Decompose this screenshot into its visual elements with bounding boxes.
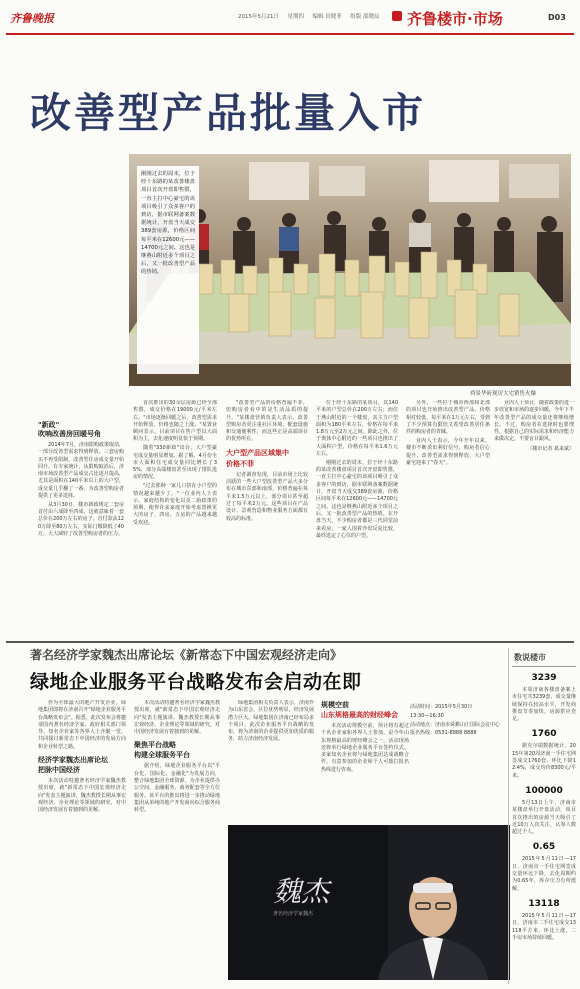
stat-text: 5月13日上午，济南市某楼盘举行开盘活动，项目首次推出的房源当天吸引了近10万人次关注，认筹人数超过千人。 <box>512 799 576 836</box>
stat-text: 2015年5月11日—17日，济南市二手住宅成交13118平方米，环比上涨，二手房市场持续回暖。 <box>512 912 576 941</box>
subhead-weijie: 经济学家魏杰出席论坛 <box>38 756 108 765</box>
stat-number: 3239 <box>531 673 557 683</box>
story1-col-3 <box>226 400 308 636</box>
story3-col-3 <box>228 700 314 820</box>
body-paragraph: 记者调查发现，目前市场上比较活跃的一些大户型改善型产品大多分布在城市东部和南部，价格普遍在每平米1.5万元以上，部分项目甚至超过了每平米2万元。这些项目在产品设计、景观营造和物业服务方面都有较高的标准。 <box>226 471 308 522</box>
paper-logo: 齐鲁晚报 <box>10 12 54 25</box>
headline-main: 改善型产品批量入市 <box>30 89 426 137</box>
stat-text: 据克尔瑞数据统计，2015年第20周济南一手住宅网签成交1760套，环比下降12.4%，成交均价8300元/平米。 <box>512 743 576 779</box>
body-paragraph: 本次活动特邀著名经济学家魏杰教授出席，就"新常态下中国宏观经济走向"发表主题演讲。魏杰教授长期从事宏观经济、企业理论等领域的研究，对中国经济发展有着独到的见解。 <box>134 700 220 736</box>
header-rule <box>6 33 574 35</box>
header-meta <box>238 12 380 20</box>
sidebar-divider <box>508 648 509 984</box>
photo-caption: 舜景华府现房大宅销售火爆 <box>470 391 537 397</box>
body-paragraph: 本次活动特邀著名经济学家魏杰教授出席，就"新常态下中国宏观经济走向"发表主题演讲。魏杰教授长期从事宏观经济、企业理论等领域的研究，对中国经济发展有着独到的见解。 <box>38 778 126 814</box>
body-paragraph: 位于经十东路的某项目，其140平米的户型总价在200万左右；而位于燕山附近的一个楼盘，其主力户型面积为180平米左右，价格在每平米1.8万元至2万元之间。除此之外，位于奥体中心附近的一些项目也推出了大面积户型，价格在每平米1.6万元左右。 <box>316 400 398 458</box>
body-paragraph: 从3月30日，楼市新政规定二套房首付由六成降至四成，这就意味着一套总价在200万左右的房子，首付款从120万降至80万左右，实际门槛降低了40万，大大减轻了改善型购房者的压力。 <box>38 501 124 538</box>
subhead-summit: 山东规格最高的财经峰会 <box>321 711 398 719</box>
body-paragraph: "改善型产品的价格普遍不菲，但购房者看中的是生活品质的提升。"某楼盘营销负责人表示，改善型购房者更注重社区环境、配套设施和交通便利性，而这些正是高端项目的优势所在。 <box>226 400 308 443</box>
header-weekday: 星期四 <box>287 14 305 20</box>
story1-col-2 <box>133 400 217 636</box>
sidebar <box>512 648 576 984</box>
subhead-large-units-2: 价格不菲 <box>226 459 254 468</box>
header-editor: 编辑 田晓菲 <box>312 14 342 20</box>
promo-calligraphy: 魏杰 <box>273 875 330 908</box>
event-time: 13:30—16:30 <box>410 712 444 719</box>
story1-col-1 <box>38 400 124 636</box>
byline: （楼市记者 葛来斌） <box>527 445 574 452</box>
subhead-economy: 把脉中国经济 <box>38 766 80 775</box>
story3-col-1 <box>38 700 126 985</box>
body-paragraph: 作为全球最大的地产开发企业，绿地集团即将在济南召开"绿地企业服务平台战略发布会"。据悉，此次发布会将邀请国内著名经济学家、政府相关部门领导、知名企业家等各界人士齐聚一堂，共同探讨新常态下中国经济的发展方向和企业转型之路。 <box>38 700 126 750</box>
story3-headline: 绿地企业服务平台战略发布会启动在即 <box>30 671 362 693</box>
story1-col-6 <box>494 400 574 636</box>
subhead-platform: 聚焦平台战略 <box>134 741 176 750</box>
section-title: 齐鲁楼市·市场 <box>407 10 503 28</box>
stat-number: 100000 <box>525 785 563 796</box>
body-paragraph: 刚刚过去的周末，位于经十东路的某改善楼盘项目首次开盘即售罄，一直主打中心豪宅的该项目吸引了众多客户的到访，据市联网备案数据统计，开盘当天成交389套房源，价格区间每平米在12600元——14700元之间。这也是继燕山附近多个项目之后，又一批改善型产品的热销。在开盘当天，不少购房者都是三代同堂前来看房，一家人围着沙盘反复比较，最终选定了心仪的户型。 <box>316 459 398 539</box>
body-paragraph: "过去那种一家几口挤在小户型的情况越来越少了。"一位业内人士表示，家庭结构的变化以及二胎政策的预期，使得许多家庭开始考虑置换更大的房子，四房、五房的产品越来越受欢迎。 <box>133 483 217 526</box>
story3-col-4 <box>321 700 409 820</box>
body-paragraph: 随着"330新政"出台，大户型豪宅成交量明显增加。据了解，4月份全市大面积住宅成交量同比增长了35%，部分高端楼盘甚至出现了排队选房的情况。 <box>133 445 217 481</box>
story3-kicker: 著名经济学家魏杰出席论坛《新常态下中国宏观经济走向》 <box>30 648 343 662</box>
sidebar-stats <box>512 673 576 942</box>
story1-col-4 <box>316 400 398 636</box>
event-info <box>410 700 502 820</box>
page-number: D03 <box>548 13 566 22</box>
body-paragraph: 业内人士预计，随着政策的进一步放宽和市场的逐步回暖，今年下半年改善型产品的成交量还将继续增长。不过，购房者在选择时也要理性，根据自己的实际需求和经济能力来做决定，不要盲目跟风。 <box>494 400 574 443</box>
event-hotline: 报名热线：0531-8888 8888 <box>410 730 477 737</box>
body-paragraph: 据介绍，绿地企业服务平台以"平台化、国际化、金融化"为发展方向，整合绿地集团全球资源，为企业提供办公空间、金融服务、商务配套等全方位服务。该平台的推出将进一步推动绿地集团从单纯的地产开发商向综合服务商转型。 <box>134 763 220 814</box>
subhead-new-policy: "新政" <box>38 421 60 429</box>
stat-number: 13118 <box>528 898 560 909</box>
section-mark-icon <box>392 11 402 21</box>
subhead-new-policy-2: 吹响改善房回暖号角 <box>38 430 101 438</box>
subhead-large-units: 大户型产品区域集中 <box>226 448 289 457</box>
section-divider <box>6 641 574 643</box>
promo-photo <box>228 825 510 980</box>
stat-number: 0.65 <box>532 842 556 853</box>
subhead-scale: 规模空前 <box>321 701 349 709</box>
subhead-global: 构建全球服务平台 <box>134 751 190 760</box>
body-paragraph: 另外，一些位于城市西部和北部的项目也开始推出改善型产品，价格相对较低，每平米在1万元左右，受到了不少预算有限但又希望改善居住条件的购房者的青睐。 <box>406 400 490 436</box>
event-date: 活动时间：2015年5月30日 <box>410 704 473 710</box>
story3-col-2 <box>134 700 220 985</box>
body-paragraph: 绿地集团相关负责人表示，济南作为山东省会，区位优势明显，经济发展潜力巨大。绿地集团在济南已经布局多个项目，此次企业服务平台战略的发布，将为济南的企业提供更加优质的服务，助力济南经济发展。 <box>228 700 314 743</box>
stat-text: 2015年5月11日—17日，济南市一手住宅网签成交量环比下降，去化周期约为0.65年，库存压力有所缓解。 <box>512 856 576 892</box>
promo-caption: 著名经济学家魏杰 <box>273 911 314 917</box>
portrait-scene <box>228 825 510 980</box>
stat-text: 本周济南各楼盘备案上市住宅共3239套，成交量继续保持在较高水平，开发商推盘节奏加快，房源供应充足。 <box>512 687 576 723</box>
body-paragraph: 本次活动规模空前，预计将有超过千名企业家和各界人士参加，是今年山东规格最高的财经峰会之一。活动现场还将举行绿地企业服务平台签约仪式，多家知名企业将与绿地集团达成战略合作。有意参加的企业和个人可拨打报名热线进行咨询。 <box>321 723 409 773</box>
body-paragraph: 首次推出的30余层房源已经全部售罄，成交价格在19000元/平米左右。"市场逐渐回暖之后，改善型需求开始释放，价格也随之上涨。"某置业顾问表示。目前项目在售户型以大面积为主，去化速度明显快于预期。 <box>133 400 217 443</box>
story1-col-5 <box>406 400 490 636</box>
lead-text: 刚刚过去的周末，位于经十东路的某改善楼盘项目首次开盘即售罄，一直主打中心豪宅的该项目吸引了众多客户的到访，据市联网备案数据统计，开盘当天成交389套房源，价格区间每平米在12600元——14700元之间。这也是继燕山附近多个项目之后，又一批改善型产品的热销。 <box>141 171 195 276</box>
event-venue: 活动地点：济南市舜耕山庄国际会议中心 <box>410 721 501 728</box>
lead-box <box>137 166 199 374</box>
header-designer: 组版 邵晓辰 <box>350 14 380 20</box>
header-date: 2015年5月21日 <box>238 14 279 20</box>
body-paragraph: 业内人士表示，今年开年以来，楼市不断放出利好信号，购房者信心提升，改善型需求得到释放，大户型豪宅迎来了"春天"。 <box>406 437 490 466</box>
sidebar-title: 数说楼市 <box>512 648 576 667</box>
body-paragraph: 2014年7月，济南限购政策取消，一部分改善型需求得到释放。三套房购买不再受限制，改善型住房成交量开始回升。有专家统计，从限购取消后，济南市场改善型产品成交占比逐月提高，尤其是面积在140平米以上的大户型，成交量几乎翻了一番，为改善型购房者提供了更多选择。 <box>38 442 124 500</box>
stat-number: 1760 <box>531 729 557 740</box>
